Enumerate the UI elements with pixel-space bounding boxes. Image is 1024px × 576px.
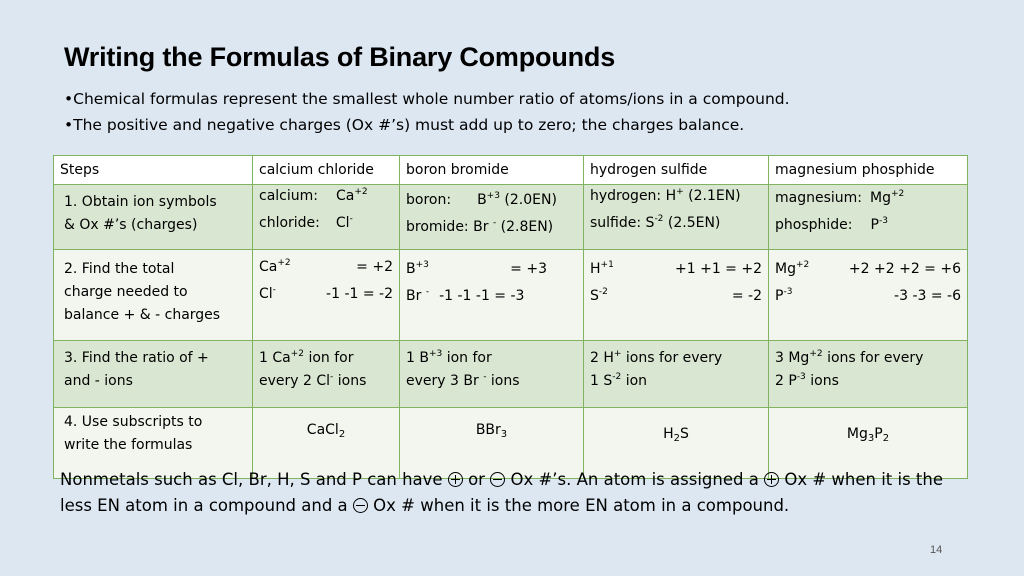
circled-plus-icon xyxy=(448,472,463,487)
formula-cacl2: CaCl$_2$ xyxy=(253,408,400,479)
circled-plus-icon xyxy=(764,472,779,487)
step-label: 1. Obtain ion symbols & Ox #’s (charges) xyxy=(54,185,253,250)
step-label: 3. Find the ratio of + and - ions xyxy=(54,341,253,408)
header-calcium-chloride: calcium chloride xyxy=(253,156,400,185)
table-header-row xyxy=(54,156,968,185)
cell-hydrogen-sulfide: 2 H+ ions for every 1 $S^{-2}$ ion xyxy=(584,341,769,408)
cell-boron-bromide: 1 $B^{+3}$ ion for every 3 Br - ions xyxy=(400,341,584,408)
cell-calcium-chloride: calcium: $Ca^{+2}$ chloride: Cl- xyxy=(253,185,400,250)
formula-h2s: $H_2S$ xyxy=(584,408,769,479)
step-label: 4. Use subscripts to write the formulas xyxy=(54,408,253,479)
page-number: 14 xyxy=(930,544,943,556)
cell-magnesium-phosphide: 3 $Mg^{+2}$ ions for every 2 $P^{-3}$ ions xyxy=(769,341,968,408)
step-label: 2. Find the total charge needed to balance + & - charges xyxy=(54,250,253,341)
header-hydrogen-sulfide: hydrogen sulfide xyxy=(584,156,769,185)
page-title: Writing the Formulas of Binary Compounds xyxy=(64,42,616,72)
compounds-table xyxy=(53,155,968,479)
table-row xyxy=(54,250,968,341)
header-boron-bromide: boron bromide xyxy=(400,156,584,185)
bullet-item: •The positive and negative charges (Ox #’s) must add up to zero; the charges balance. xyxy=(64,116,745,134)
bullet-list xyxy=(64,86,790,138)
circled-minus-icon xyxy=(353,498,368,513)
header-magnesium-phosphide: magnesium phosphide xyxy=(769,156,968,185)
cell-boron-bromide: $B^{+3}$ = +3 Br - -1 -1 -1 = -3 xyxy=(400,250,584,341)
cell-magnesium-phosphide: $Mg^{+2}$ +2 +2 +2 = +6 $P^{-3}$ -3 -3 = -6 xyxy=(769,250,968,341)
cell-boron-bromide: boron: $B^{+3}$ (2.0EN) bromide: Br - (2.8EN) xyxy=(400,185,584,250)
cell-hydrogen-sulfide: $H^{+1}$ +1 +1 = +2 $S^{-2}$ = -2 xyxy=(584,250,769,341)
circled-minus-icon xyxy=(490,472,505,487)
cell-calcium-chloride: $Ca^{+2}$ = +2 Cl- -1 -1 = -2 xyxy=(253,250,400,341)
cell-magnesium-phosphide: magnesium: $Mg^{+2}$ phosphide: $P^{-3}$ xyxy=(769,185,968,250)
formula-bbr3: BBr$_3$ xyxy=(400,408,584,479)
table-row xyxy=(54,341,968,408)
table-row xyxy=(54,185,968,250)
cell-hydrogen-sulfide: hydrogen: H+ (2.1EN) sulfide: $S^{-2}$ (2.5EN) xyxy=(584,185,769,250)
formula-mg3p2: $Mg_3P_2$ xyxy=(769,408,968,479)
header-steps: Steps xyxy=(54,156,253,185)
bullet-item: •Chemical formulas represent the smallest whole number ratio of atoms/ions in a compound. xyxy=(64,90,790,108)
cell-calcium-chloride: 1 $Ca^{+2}$ ion for every 2 Cl- ions xyxy=(253,341,400,408)
note-paragraph: Nonmetals such as Cl, Br, H, S and P can have or Ox #’s. An atom is assigned a Ox # when it is the less EN atom in a compound and a Ox # when it is the more EN atom in a compound. xyxy=(60,470,944,515)
